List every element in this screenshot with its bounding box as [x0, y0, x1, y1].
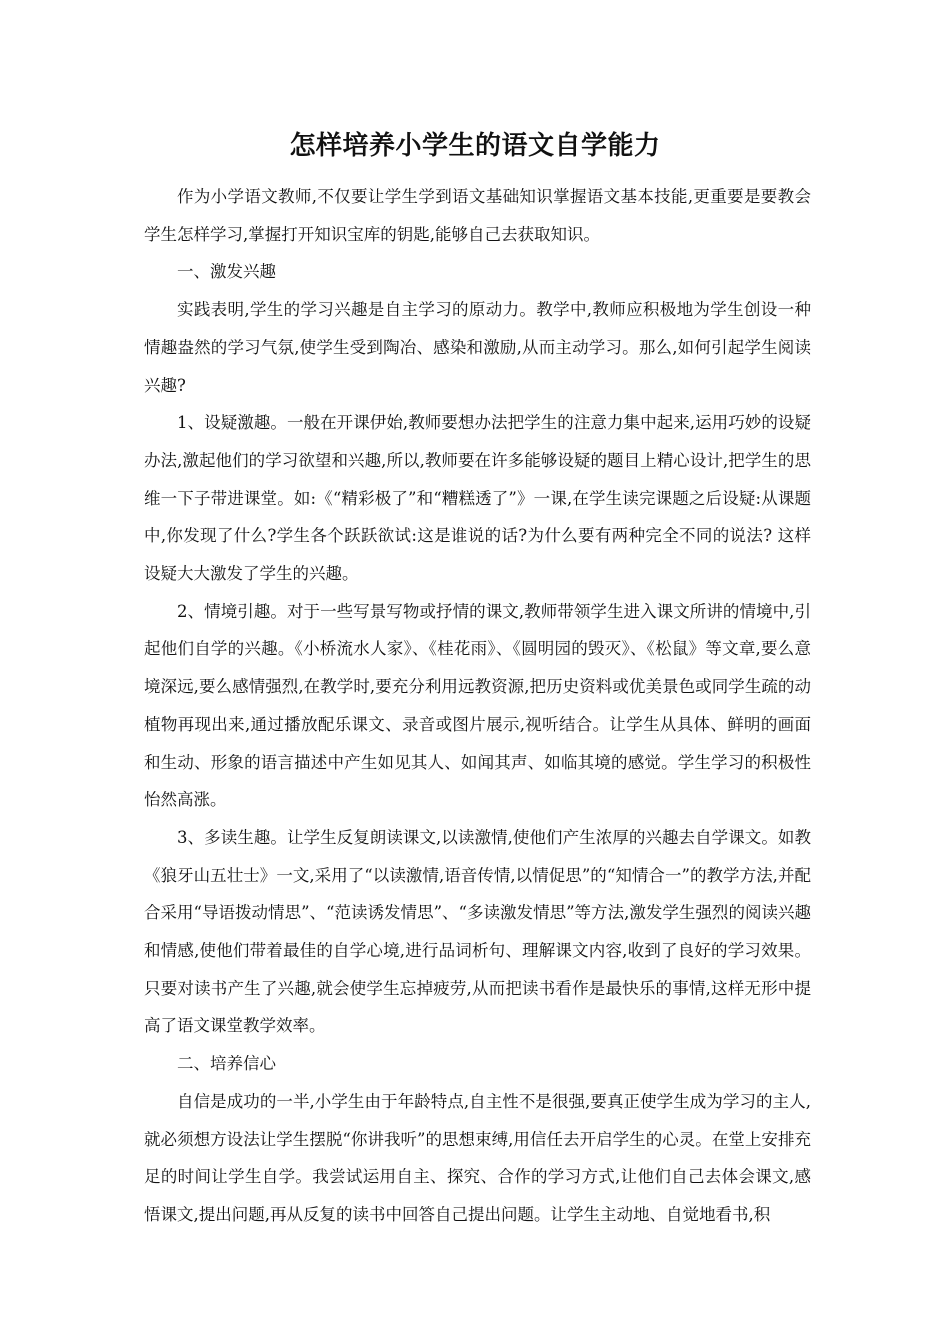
paragraph-item-2: 2、情境引趣。对于一些写景写物或抒情的课文,教师带领学生进入课文所讲的情境中,引起他们自学的兴趣。《小桥流水人家》、《桂花雨》、《圆明园的毁灭》、《松鼠》等文章,要么意境深远,要么感情强烈,在教学时,要充分利用远教资源,把历史资料或优美景色或同学生疏的动植物再现出来,通过播放配乐课文、录音或图片展示,视听结合。让学生从具体、鲜明的画面和生动、形象的语言描述中产生如见其人、如闻其声、如临其境的感觉。学生学习的积极性怡然高涨。: [144, 601, 811, 810]
paragraph-item-3: 3、多读生趣。让学生反复朗读课文,以读激情,使他们产生浓厚的兴趣去自学课文。如教《狼牙山五壮士》一文,采用了“以读激情,语音传情,以情促思”的“知情合一”的教学方法,并配合采用“导语拨动情思”、“范读诱发情思”、“多读激发情思”等方法,激发学生强烈的阅读兴趣和情感,使他们带着最佳的自学心境,进行品词析句、理解课文内容,收到了良好的学习效果。只要对读书产生了兴趣,就会使学生忘掉疲劳,从而把读书看作是最快乐的事情,这样无形中提高了语文课堂教学效率。: [144, 827, 811, 1036]
paragraph-interest: 实践表明,学生的学习兴趣是自主学习的原动力。教学中,教师应积极地为学生创设一种情趣盎然的学习气氛,使学生受到陶冶、感染和激励,从而主动学习。那么,如何引起学生阅读兴趣?: [144, 300, 811, 395]
section-heading-2: 二、培养信心: [177, 1054, 276, 1074]
document-body: [144, 178, 811, 1234]
paragraph-item-1: 1、设疑激趣。一般在开课伊始,教师要想办法把学生的注意力集中起来,运用巧妙的设疑办法,激起他们的学习欲望和兴趣,所以,教师要在许多能够设疑的题目上精心设计,把学生的思维一下子带进课堂。如:《“精彩极了”和“糟糕透了”》一课,在学生读完课题之后设疑:从课题中,你发现了什么?学生各个跃跃欲试:这是谁说的话?为什么要有两种完全不同的说法? 这样设疑大大激发了学生的兴趣。: [144, 413, 811, 584]
document-title: 怎样培养小学生的语文自学能力: [289, 131, 661, 161]
paragraph-intro: 作为小学语文教师,不仅要让学生学到语文基础知识掌握语文基本技能,更重要是要教会学生怎样学习,掌握打开知识宝库的钥匙,能够自己去获取知识。: [144, 187, 811, 244]
paragraph-confidence: 自信是成功的一半,小学生由于年龄特点,自主性不是很强,要真正使学生成为学习的主人,就必须想方设法让学生摆脱“你讲我听”的思想束缚,用信任去开启学生的心灵。在堂上安排充足的时间让学生自学。我尝试运用自主、探究、合作的学习方式,让他们自己去体会课文,感悟课文,提出问题,再从反复的读书中回答自己提出问题。让学生主动地、自觉地看书,积: [144, 1091, 811, 1224]
section-heading-1: 一、激发兴趣: [177, 262, 276, 282]
